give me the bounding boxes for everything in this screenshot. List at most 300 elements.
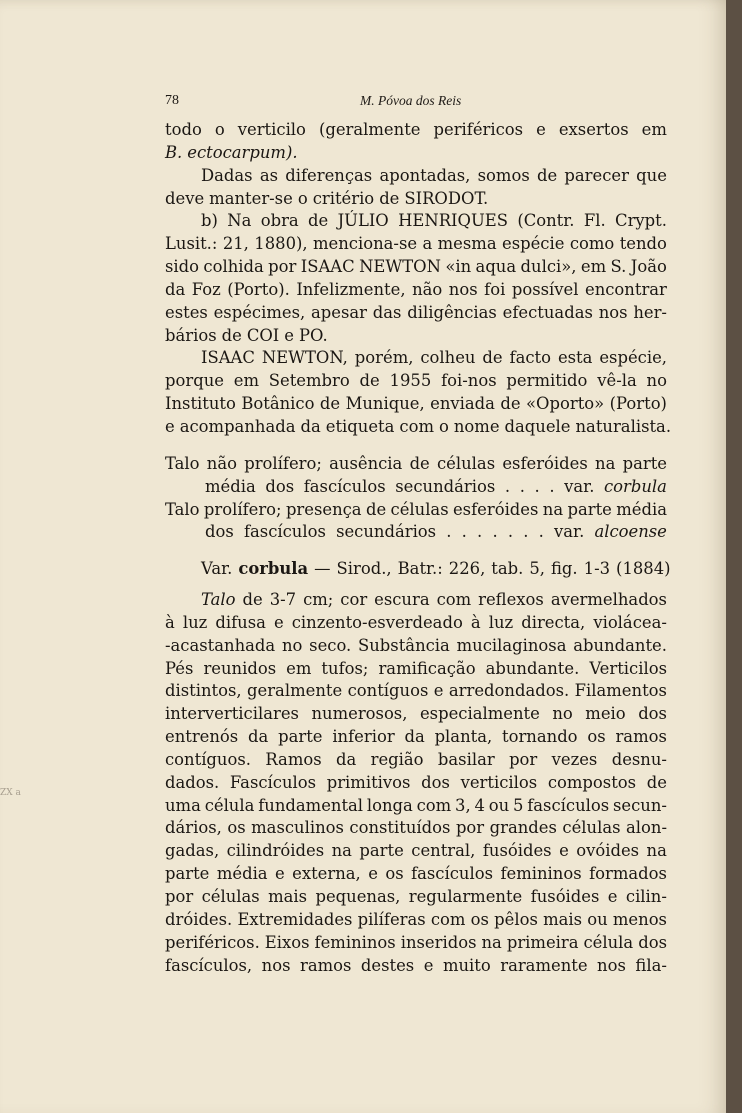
word: de [319,394,341,414]
word: na [542,499,564,519]
word: na [481,932,502,952]
word: na [331,841,352,861]
word: . [446,522,452,542]
word: espécimes, [213,302,306,322]
word: Talo [165,453,200,473]
word: prolífero; [244,453,322,473]
word: 3, [455,795,471,815]
word: . [477,522,483,542]
word: Fascículos [229,772,317,792]
word: violácea- [593,612,667,632]
word: ramos [299,955,352,975]
word: var. [554,522,585,542]
word: tufos; [321,658,369,678]
word: primeira [506,932,579,952]
word: (Porto) [609,394,667,414]
word: espécie [502,234,565,254]
word: espécie, [599,348,667,368]
word: cm; [303,590,334,610]
word: manter-se [209,188,293,208]
word: corbula [604,476,667,496]
word: fila- [635,955,667,975]
word: facto [509,348,552,368]
word: (1884) [616,559,671,579]
word: porque [165,371,224,391]
word: de [221,325,242,345]
word: o [214,120,225,139]
word: Na [227,211,252,231]
key-line [165,521,667,544]
word: «in [445,257,472,277]
word: 226, [448,559,486,579]
word: não [412,279,443,299]
word: em [641,120,667,139]
word: e [368,864,378,884]
word: de [379,188,400,208]
word: da [404,727,425,747]
word: numerosos, [311,704,408,724]
word: SIRODOT. [404,188,489,208]
word: naturalista. [575,416,672,436]
word: da [248,727,269,747]
word: célula [583,932,634,952]
word: esferóides [452,499,539,519]
word: e [284,325,294,345]
word: Pés [165,658,194,678]
word: difusa [215,612,266,632]
word: e [273,612,284,632]
word: das [372,302,402,322]
word: dróides. [165,909,233,929]
word: ISAAC [300,257,355,277]
word: constituídos [349,818,451,838]
word: tornando [502,727,578,747]
word: 4 [474,795,485,815]
word: parte [622,453,667,473]
word: periféricos [433,120,524,139]
word: de [359,371,380,391]
word: de [365,499,387,519]
word: da [300,416,321,436]
word: 1955 [389,371,432,391]
word: de [308,211,329,231]
word: b) [201,211,218,231]
word: fusóides [482,841,552,861]
word: nos [598,302,628,322]
word: verticilos [460,772,538,792]
word: periféricos. [165,932,260,952]
word: e [275,864,285,884]
word: ovóides [576,841,640,861]
word: ou [587,909,608,929]
word: (Contr. [517,211,575,231]
word: verticilo [237,120,306,139]
word: células [562,818,621,838]
word: NEWTON [359,257,441,277]
text-line [165,863,667,886]
word: à [470,612,481,632]
text-line [165,302,667,325]
word: diferenças [285,165,373,185]
word: célula [204,795,255,815]
text-line [165,142,667,165]
word: . [504,476,511,496]
word: contíguos. [165,749,251,769]
text-line [165,680,667,703]
text-line [165,909,667,932]
word: de [242,590,263,610]
word: alcoense [594,522,667,542]
word: . [492,522,498,542]
word: fig. [551,559,578,579]
word: gadas, [165,841,220,861]
word: estes [165,302,208,322]
word: como [569,234,615,254]
word: células [390,499,449,519]
word: Munique, [345,394,425,414]
word: S. [610,257,627,277]
text-line [165,416,672,439]
word: com [416,795,452,815]
word: da [165,279,186,299]
page-header [165,93,665,113]
word: geralmente [247,681,343,701]
word: deve [165,188,205,208]
word: e [536,120,546,139]
word: parecer [564,165,629,185]
word: sido [165,257,200,277]
word: Eixos [264,932,310,952]
word: vê-la [597,371,637,391]
word: . [523,522,529,542]
word: inferior [332,727,395,747]
word: pêlos [494,909,538,929]
word: nos [597,955,626,975]
word: por [509,749,538,769]
word: pequenas, [315,887,401,906]
key-line [165,453,667,476]
word: média [216,864,268,884]
word: . [538,522,544,542]
text-line [165,703,667,726]
word: fascículos [303,476,386,496]
text-line [165,955,667,978]
word: dos [638,932,667,952]
text-line [165,635,667,658]
word: da [336,749,357,769]
word: menos [612,909,667,929]
word: especialmente [419,704,540,724]
word: Crypt. [615,211,667,231]
word: JÚLIO [337,211,389,231]
text-line [165,256,667,279]
word: secundários [336,522,437,542]
word: her- [633,302,667,322]
word: primitivos [326,772,411,792]
word: o [438,416,449,436]
word: contíguos [347,681,429,701]
running-title: M. Póvoa dos Reis [360,93,462,108]
word: corbula [238,559,309,579]
word: por [268,257,297,277]
word: planta, [434,727,493,747]
word: Batr.: [397,559,443,579]
word: em [286,658,312,678]
word: COI [246,325,280,345]
word: Substância [358,635,450,655]
word: parte [359,841,404,861]
word: menciona-se [313,234,418,254]
text-line [165,932,667,955]
text-line [165,370,667,393]
word: diligências [407,302,497,322]
word: tendo [619,234,667,254]
word: obra [260,211,299,231]
word: nos [261,955,291,975]
word: destes [360,955,415,975]
word: e [165,416,175,436]
word: parte [165,864,210,884]
body-text [165,119,672,977]
word: etiqueta [325,416,395,436]
text-line [165,886,667,909]
word: fascículos [527,795,610,815]
word: escura [374,590,430,610]
word: . [519,476,525,496]
word: basilar [437,749,495,769]
word: arredondados. [448,681,570,701]
word: de [409,453,430,473]
word: reunidos [203,658,277,678]
word: 21, [222,234,249,254]
word: somos [477,165,530,185]
word: uma [165,795,201,815]
word: dos [265,476,295,496]
word: acompanhada [179,416,296,436]
word: possível [511,279,579,299]
word: vezes [551,749,598,769]
word: de [646,772,667,792]
word: grandes [489,818,557,838]
word: os [470,909,489,929]
word: efectuadas [502,302,593,322]
word: directa, [521,612,586,632]
text-line [165,279,667,302]
word: nos [448,279,478,299]
word: ausência [329,453,403,473]
word: fascículos [243,522,326,542]
word: compostos [547,772,637,792]
text-line [165,772,667,795]
word: secun- [612,795,667,815]
word: cor [340,590,368,610]
word: -acastanhada [165,635,276,655]
variety-description [165,589,667,977]
word: Lusit.: [165,234,218,254]
word: secundários [395,476,496,496]
word: Extremidades [237,909,353,929]
word: e [423,955,434,975]
word: nome [453,416,500,436]
text-line [165,119,667,142]
word: apesar [311,302,367,322]
text-line [165,347,667,370]
word: e [559,841,569,861]
text-line [165,233,667,256]
word: longa [366,795,413,815]
word: não [206,453,237,473]
word: prolífero; [203,499,282,519]
word: dulci», [520,257,577,277]
word: o [297,188,308,208]
word: abundante. [573,635,667,655]
word: tab. [491,559,524,579]
word: muito [442,955,491,975]
word: colheu [420,348,476,368]
word: avermelhados [550,590,667,610]
word: fundamental [258,795,364,815]
word: parte [567,499,612,519]
key-line [165,476,667,499]
text-line [165,165,667,188]
word: Ramos [265,749,322,769]
text-line [165,210,667,233]
word: externa, [292,864,361,884]
word: mais [543,909,583,929]
word: ISAAC [201,348,255,368]
word: Talo [201,590,236,610]
word: encontrar [585,279,667,299]
word: entrenós [165,727,239,747]
word: exsertos [558,120,629,139]
word: 5 [512,795,524,815]
word: na [646,841,667,861]
word: 5, [529,559,545,579]
text-line [165,817,667,840]
word: com [430,909,466,929]
word: meio [585,704,626,724]
word: raramente [500,955,588,975]
word: foi [484,279,506,299]
word: colhida [203,257,264,277]
word: Filamentos [574,681,667,701]
text-line [165,658,667,681]
page-number: 78 [165,93,179,108]
word: cilin- [625,887,667,906]
word: de [536,165,558,185]
word: distintos, [165,681,242,701]
word: . [549,476,555,496]
word: (Porto). [227,279,290,299]
key-line [165,499,667,522]
text-line [165,726,667,749]
word: desnu- [611,749,667,769]
word: à [165,612,175,632]
word: e [607,887,618,906]
word: com [399,416,434,436]
word: os [587,727,606,747]
word: permitido [506,371,588,391]
word: luz [182,612,208,632]
word: Foz [191,279,221,299]
word: ou [488,795,510,815]
word: fascículos [411,864,493,884]
word: masculinos [251,818,344,838]
word: a [422,234,433,254]
word: critério [312,188,375,208]
word: na [595,453,616,473]
text-line [165,749,667,772]
word: «Oporto» [526,394,605,414]
word: 1880), [254,234,308,254]
text-line [165,393,667,416]
variety-heading [165,558,671,581]
word: regularmente [408,887,523,906]
word: dos [205,522,234,542]
word: presença [285,499,362,519]
word: — [314,559,331,579]
word: Instituto [165,394,236,414]
word: João [630,257,667,277]
word: dários, [165,818,222,838]
word: parte [278,727,323,747]
word: de [500,394,521,414]
word: de [482,348,503,368]
word: luz [488,612,514,632]
word: alon- [626,818,667,838]
word: B. [165,142,183,162]
word: . [507,522,514,542]
word: esferóides [502,453,588,473]
word: Botânico [241,394,315,414]
word: cinzento-esverdeado [291,612,463,632]
word: (geralmente [318,120,421,139]
word: aqua [475,257,517,277]
text-line [165,840,667,863]
word: inseridos [400,932,477,952]
word: que [636,165,667,185]
word: 1-3 [583,559,611,579]
word: 3-7 [269,590,297,610]
word: femininos [314,932,396,952]
text-line [165,325,667,348]
word: fusóides [530,887,600,906]
word: por [455,818,485,838]
word: porém, [354,348,414,368]
word: femininos [500,864,582,884]
word: . [461,522,467,542]
word: abundante. [485,658,580,678]
word: Var. [201,559,233,579]
word: apontadas, [379,165,471,185]
word: os [227,818,246,838]
word: mucilaginosa [456,635,567,655]
word: média [205,476,256,496]
word: fascículos, [165,955,253,975]
word: células [201,887,260,906]
word: Sirod., [336,559,392,579]
word: seco. [309,635,352,655]
word: reflexos [478,590,544,610]
word: foi-nos [441,371,497,391]
word: média [616,499,667,519]
word: em [580,257,607,277]
word: dos [638,704,667,724]
margin-mark: ZX a [0,788,21,798]
word: central, [411,841,476,861]
text-line [165,612,667,635]
text-line [165,589,667,612]
